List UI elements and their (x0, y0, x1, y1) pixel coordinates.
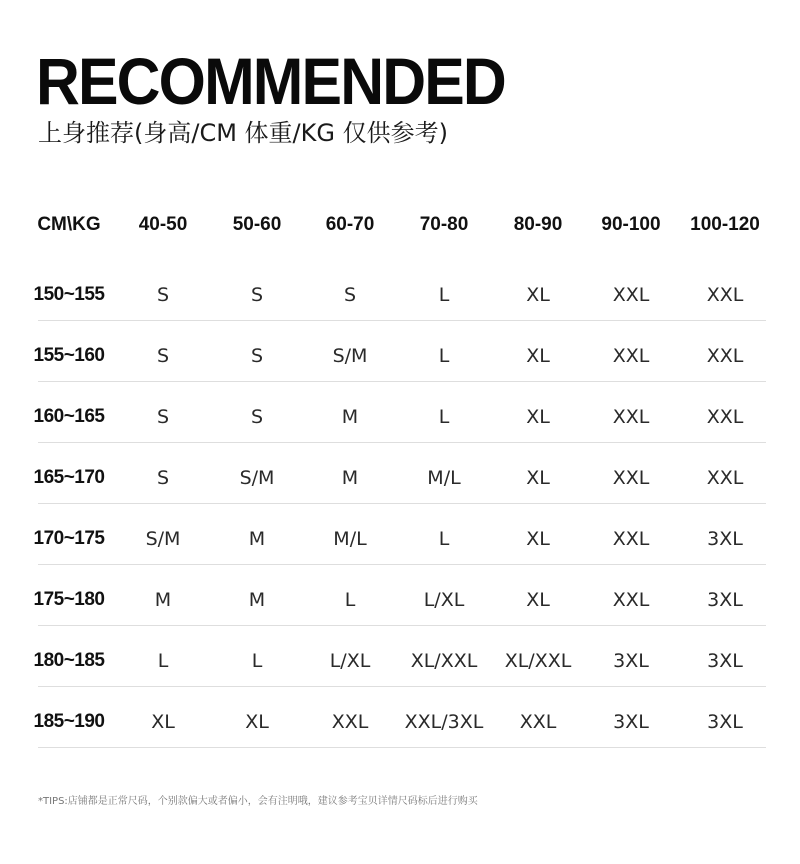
size-cell: L/XL (329, 650, 371, 672)
size-cell: M (154, 589, 172, 611)
size-cell: L (438, 345, 450, 367)
weight-range-header: 90-100 (601, 214, 661, 235)
row-divider (38, 503, 766, 504)
height-range-label: 155~160 (33, 345, 105, 366)
size-cell: XXL (612, 528, 650, 550)
size-cell: XXL (612, 467, 650, 489)
size-cell: L (438, 406, 450, 428)
size-cell: M/L (333, 528, 367, 550)
height-range-label: 165~170 (33, 467, 105, 488)
size-cell: XXL (706, 406, 744, 428)
size-cell: XL (526, 284, 550, 306)
weight-range-header: 70-80 (419, 214, 469, 235)
size-cell: 3XL (613, 711, 649, 733)
size-cell: S (156, 345, 170, 367)
weight-range-header: 50-60 (232, 214, 282, 235)
size-cell: S (156, 467, 170, 489)
size-cell: XXL (612, 345, 650, 367)
size-cell: XXL (612, 589, 650, 611)
weight-range-header: 60-70 (325, 214, 375, 235)
size-cell: L (251, 650, 263, 672)
size-cell: 3XL (707, 650, 743, 672)
size-cell: XXL (706, 284, 744, 306)
size-cell: S (250, 345, 264, 367)
size-cell: XXL (331, 711, 369, 733)
size-cell: S (343, 284, 357, 306)
size-cell: XL (526, 467, 550, 489)
size-cell: XXL (612, 406, 650, 428)
row-divider (38, 747, 766, 748)
page-subtitle: 上身推荐(身高/CM 体重/KG 仅供参考) (38, 119, 448, 147)
size-cell: XXL (612, 284, 650, 306)
size-cell: L (438, 284, 450, 306)
size-cell: XXL/3XL (404, 711, 484, 733)
size-cell: S/M (239, 467, 275, 489)
size-cell: M (341, 406, 359, 428)
size-cell: 3XL (707, 589, 743, 611)
row-divider (38, 381, 766, 382)
size-cell: S (250, 406, 264, 428)
size-cell: L (344, 589, 356, 611)
size-cell: M (248, 528, 266, 550)
weight-range-header: 80-90 (513, 214, 563, 235)
size-cell: XL/XXL (410, 650, 478, 672)
size-cell: XL/XXL (504, 650, 572, 672)
size-cell: 3XL (707, 711, 743, 733)
size-cell: 3XL (707, 528, 743, 550)
height-range-label: 180~185 (33, 650, 105, 671)
size-cell: XL (526, 589, 550, 611)
tips-note: *TIPS:店铺都是正常尺码，个别款偏大或者偏小，会有注明哦，建议参考宝贝详情尺码标后进行购买 (38, 796, 478, 807)
size-cell: XXL (706, 467, 744, 489)
size-cell: S (156, 284, 170, 306)
size-cell: XXL (706, 345, 744, 367)
weight-range-header: 40-50 (138, 214, 188, 235)
row-divider (38, 625, 766, 626)
size-cell: XL (526, 528, 550, 550)
row-divider (38, 442, 766, 443)
size-cell: XXL (519, 711, 557, 733)
size-cell: XL (245, 711, 269, 733)
size-cell: M/L (427, 467, 461, 489)
size-cell: L/XL (423, 589, 465, 611)
size-cell: L (438, 528, 450, 550)
height-range-label: 170~175 (33, 528, 105, 549)
row-divider (38, 564, 766, 565)
height-range-label: 160~165 (33, 406, 105, 427)
row-divider (38, 686, 766, 687)
size-cell: M (248, 589, 266, 611)
weight-range-header: 100-120 (690, 214, 760, 235)
size-cell: XL (151, 711, 175, 733)
size-cell: XL (526, 345, 550, 367)
size-cell: XL (526, 406, 550, 428)
height-range-label: 175~180 (33, 589, 105, 610)
size-cell: S (156, 406, 170, 428)
row-divider (38, 320, 766, 321)
size-cell: S/M (332, 345, 368, 367)
size-cell: L (157, 650, 169, 672)
size-cell: M (341, 467, 359, 489)
size-cell: 3XL (613, 650, 649, 672)
page-title: RECOMMENDED (36, 44, 505, 118)
height-range-label: 150~155 (33, 284, 105, 305)
corner-label: CM\KG (37, 214, 101, 235)
size-cell: S/M (145, 528, 181, 550)
size-cell: S (250, 284, 264, 306)
height-range-label: 185~190 (33, 711, 105, 732)
